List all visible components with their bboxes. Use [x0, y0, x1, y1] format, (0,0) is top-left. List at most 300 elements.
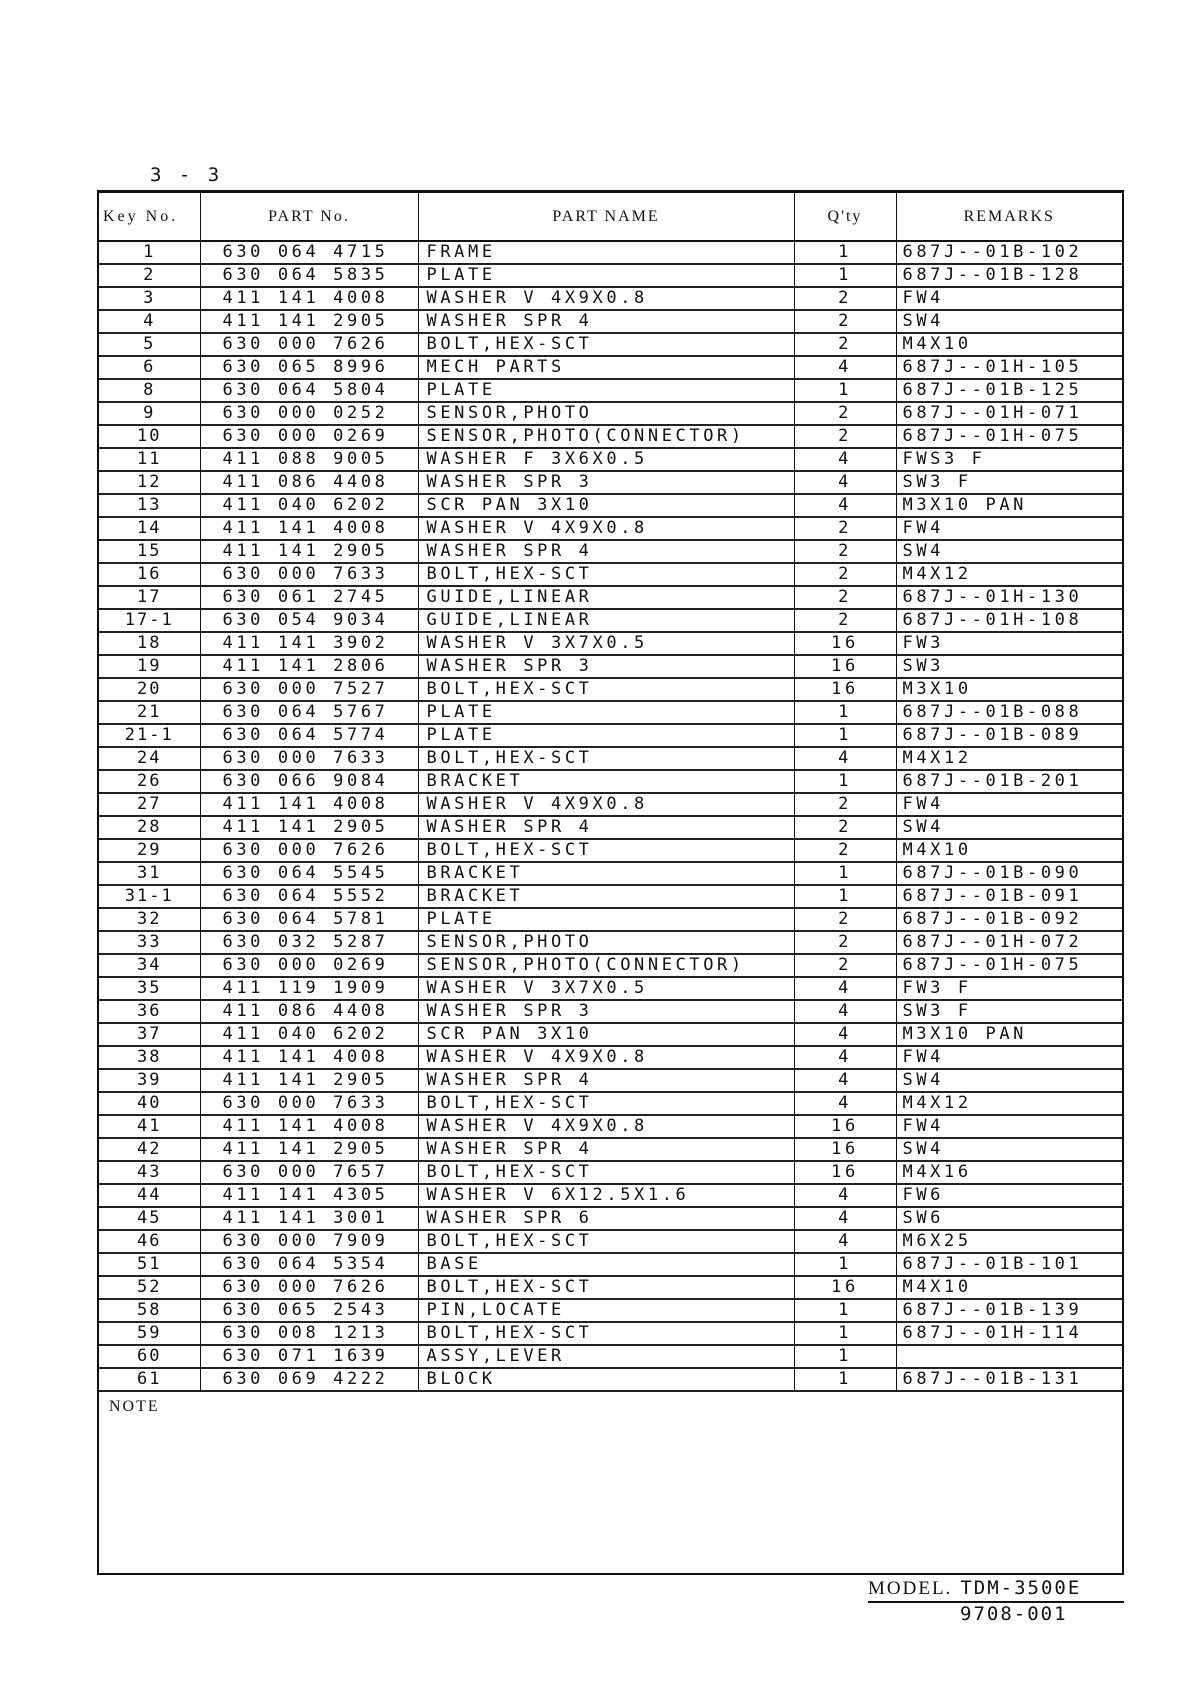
row-key-no: 44 [99, 1184, 200, 1207]
row-key-no: 28 [99, 816, 200, 839]
table-row [99, 839, 1122, 862]
row-qty: 1 [794, 701, 896, 724]
table-row [99, 448, 1122, 471]
row-part-name: WASHER SPR 4 [418, 1138, 794, 1161]
table-row [99, 908, 1122, 931]
row-remarks: 687J--01H-072 [896, 931, 1122, 954]
row-key-no: 38 [99, 1046, 200, 1069]
row-qty: 1 [794, 885, 896, 908]
row-part-no: 630 000 0269 [200, 425, 418, 448]
row-part-no: 411 119 1909 [200, 977, 418, 1000]
row-key-no: 31 [99, 862, 200, 885]
table-row [99, 678, 1122, 701]
table-row [99, 540, 1122, 563]
row-remarks: 687J--01B-089 [896, 724, 1122, 747]
row-key-no: 52 [99, 1276, 200, 1299]
row-part-name: WASHER F 3X6X0.5 [418, 448, 794, 471]
table-row [99, 241, 1122, 264]
row-part-no: 630 064 5767 [200, 701, 418, 724]
row-key-no: 15 [99, 540, 200, 563]
row-key-no: 37 [99, 1023, 200, 1046]
row-part-name: PLATE [418, 264, 794, 287]
table-row [99, 425, 1122, 448]
row-part-no: 411 141 2905 [200, 816, 418, 839]
row-key-no: 13 [99, 494, 200, 517]
row-key-no: 21-1 [99, 724, 200, 747]
row-part-name: WASHER V 4X9X0.8 [418, 1115, 794, 1138]
row-key-no: 1 [99, 241, 200, 264]
row-key-no: 43 [99, 1161, 200, 1184]
row-part-no: 630 000 0252 [200, 402, 418, 425]
row-qty: 4 [794, 356, 896, 379]
row-remarks: 687J--01H-075 [896, 425, 1122, 448]
row-part-name: WASHER V 4X9X0.8 [418, 287, 794, 310]
row-part-name: WASHER SPR 4 [418, 540, 794, 563]
table-row [99, 471, 1122, 494]
row-qty: 4 [794, 1184, 896, 1207]
row-remarks: SW4 [896, 1069, 1122, 1092]
row-part-name: ASSY,LEVER [418, 1345, 794, 1368]
row-part-name: WASHER SPR 4 [418, 816, 794, 839]
row-part-no: 630 066 9084 [200, 770, 418, 793]
row-key-no: 20 [99, 678, 200, 701]
row-part-name: PIN,LOCATE [418, 1299, 794, 1322]
row-qty: 2 [794, 908, 896, 931]
row-qty: 1 [794, 862, 896, 885]
row-qty: 2 [794, 425, 896, 448]
row-remarks: 687J--01B-088 [896, 701, 1122, 724]
row-qty: 2 [794, 839, 896, 862]
row-qty: 2 [794, 402, 896, 425]
row-part-name: WASHER SPR 4 [418, 310, 794, 333]
header-part-name: PART NAME [418, 193, 794, 242]
row-part-name: WASHER V 4X9X0.8 [418, 517, 794, 540]
row-part-name: BOLT,HEX-SCT [418, 1230, 794, 1253]
row-key-no: 10 [99, 425, 200, 448]
table-row [99, 1368, 1122, 1391]
row-remarks: M4X12 [896, 1092, 1122, 1115]
row-part-name: BOLT,HEX-SCT [418, 1276, 794, 1299]
row-part-no: 630 000 7527 [200, 678, 418, 701]
row-qty: 1 [794, 1253, 896, 1276]
table-row [99, 563, 1122, 586]
header-part-no: PART No. [200, 193, 418, 242]
table-row [99, 770, 1122, 793]
row-part-no: 411 141 4305 [200, 1184, 418, 1207]
note-label: NOTE [109, 1398, 160, 1415]
table-row [99, 655, 1122, 678]
row-qty: 4 [794, 1000, 896, 1023]
row-key-no: 12 [99, 471, 200, 494]
row-key-no: 27 [99, 793, 200, 816]
row-part-no: 630 061 2745 [200, 586, 418, 609]
row-key-no: 8 [99, 379, 200, 402]
row-key-no: 9 [99, 402, 200, 425]
row-remarks: M4X10 [896, 839, 1122, 862]
row-part-name: WASHER SPR 3 [418, 655, 794, 678]
row-remarks: 687J--01H-108 [896, 609, 1122, 632]
table-row [99, 724, 1122, 747]
row-remarks: 687J--01H-075 [896, 954, 1122, 977]
header-qty: Q'ty [794, 193, 896, 242]
row-remarks: FW4 [896, 287, 1122, 310]
row-part-name: GUIDE,LINEAR [418, 609, 794, 632]
row-remarks: 687J--01B-139 [896, 1299, 1122, 1322]
row-remarks: M4X12 [896, 747, 1122, 770]
row-key-no: 34 [99, 954, 200, 977]
row-part-no: 630 064 5545 [200, 862, 418, 885]
row-part-no: 411 141 4008 [200, 517, 418, 540]
row-qty: 1 [794, 1322, 896, 1345]
row-part-name: WASHER SPR 4 [418, 1069, 794, 1092]
row-qty: 2 [794, 333, 896, 356]
row-key-no: 17-1 [99, 609, 200, 632]
row-part-name: WASHER SPR 3 [418, 471, 794, 494]
row-key-no: 14 [99, 517, 200, 540]
row-key-no: 42 [99, 1138, 200, 1161]
row-key-no: 29 [99, 839, 200, 862]
row-part-name: BOLT,HEX-SCT [418, 1322, 794, 1345]
row-part-no: 411 141 4008 [200, 287, 418, 310]
row-remarks: SW3 F [896, 1000, 1122, 1023]
row-qty: 4 [794, 448, 896, 471]
row-key-no: 51 [99, 1253, 200, 1276]
row-key-no: 61 [99, 1368, 200, 1391]
row-remarks: FW4 [896, 517, 1122, 540]
row-qty: 4 [794, 1092, 896, 1115]
row-key-no: 41 [99, 1115, 200, 1138]
row-remarks: 687J--01B-091 [896, 885, 1122, 908]
parts-list-sheet [97, 190, 1124, 1575]
row-key-no: 33 [99, 931, 200, 954]
row-part-name: BRACKET [418, 862, 794, 885]
row-key-no: 17 [99, 586, 200, 609]
row-qty: 16 [794, 1276, 896, 1299]
row-part-name: SCR PAN 3X10 [418, 1023, 794, 1046]
table-row [99, 1023, 1122, 1046]
row-remarks: 687J--01H-130 [896, 586, 1122, 609]
header-remarks: REMARKS [896, 193, 1122, 242]
table-row [99, 747, 1122, 770]
row-remarks: 687J--01H-114 [896, 1322, 1122, 1345]
row-part-name: BOLT,HEX-SCT [418, 839, 794, 862]
row-remarks: 687J--01H-105 [896, 356, 1122, 379]
table-row [99, 1161, 1122, 1184]
table-row [99, 1092, 1122, 1115]
row-part-no: 630 069 4222 [200, 1368, 418, 1391]
row-qty: 4 [794, 1023, 896, 1046]
row-key-no: 19 [99, 655, 200, 678]
row-part-no: 630 000 7657 [200, 1161, 418, 1184]
row-remarks: M4X12 [896, 563, 1122, 586]
table-row [99, 333, 1122, 356]
table-row [99, 287, 1122, 310]
row-key-no: 18 [99, 632, 200, 655]
table-row [99, 379, 1122, 402]
row-part-name: BRACKET [418, 770, 794, 793]
row-qty: 1 [794, 1345, 896, 1368]
row-key-no: 46 [99, 1230, 200, 1253]
table-row [99, 356, 1122, 379]
row-qty: 2 [794, 310, 896, 333]
row-key-no: 31-1 [99, 885, 200, 908]
row-part-name: BOLT,HEX-SCT [418, 563, 794, 586]
row-part-name: BOLT,HEX-SCT [418, 1092, 794, 1115]
row-key-no: 6 [99, 356, 200, 379]
row-part-name: SENSOR,PHOTO(CONNECTOR) [418, 425, 794, 448]
row-remarks: SW4 [896, 1138, 1122, 1161]
row-part-no: 411 141 2905 [200, 310, 418, 333]
row-part-no: 630 064 4715 [200, 241, 418, 264]
row-qty: 4 [794, 1046, 896, 1069]
row-part-no: 630 064 5804 [200, 379, 418, 402]
row-part-name: PLATE [418, 908, 794, 931]
row-qty: 2 [794, 540, 896, 563]
row-part-no: 630 064 5835 [200, 264, 418, 287]
row-qty: 1 [794, 241, 896, 264]
row-qty: 16 [794, 655, 896, 678]
table-row [99, 1138, 1122, 1161]
row-part-no: 630 071 1639 [200, 1345, 418, 1368]
row-part-name: SENSOR,PHOTO [418, 402, 794, 425]
row-part-name: WASHER SPR 3 [418, 1000, 794, 1023]
row-qty: 16 [794, 1115, 896, 1138]
row-qty: 4 [794, 494, 896, 517]
row-key-no: 45 [99, 1207, 200, 1230]
row-part-no: 411 086 4408 [200, 471, 418, 494]
row-remarks: SW4 [896, 540, 1122, 563]
row-part-no: 630 054 9034 [200, 609, 418, 632]
table-row [99, 862, 1122, 885]
row-part-no: 411 086 4408 [200, 1000, 418, 1023]
row-qty: 1 [794, 770, 896, 793]
row-part-name: BOLT,HEX-SCT [418, 1161, 794, 1184]
row-part-no: 411 141 4008 [200, 793, 418, 816]
row-remarks: 687J--01B-131 [896, 1368, 1122, 1391]
row-part-no: 630 032 5287 [200, 931, 418, 954]
row-qty: 2 [794, 563, 896, 586]
row-part-name: BOLT,HEX-SCT [418, 333, 794, 356]
row-part-name: SENSOR,PHOTO [418, 931, 794, 954]
table-row [99, 816, 1122, 839]
row-key-no: 36 [99, 1000, 200, 1023]
row-key-no: 60 [99, 1345, 200, 1368]
row-part-no: 411 040 6202 [200, 494, 418, 517]
row-key-no: 3 [99, 287, 200, 310]
table-row [99, 1299, 1122, 1322]
row-part-no: 630 000 7633 [200, 747, 418, 770]
row-qty: 2 [794, 517, 896, 540]
row-qty: 2 [794, 931, 896, 954]
row-part-no: 630 000 7626 [200, 1276, 418, 1299]
row-remarks: 687J--01B-090 [896, 862, 1122, 885]
row-qty: 2 [794, 287, 896, 310]
row-key-no: 40 [99, 1092, 200, 1115]
row-remarks: M4X10 [896, 333, 1122, 356]
table-row [99, 931, 1122, 954]
row-part-no: 411 040 6202 [200, 1023, 418, 1046]
row-part-name: WASHER V 4X9X0.8 [418, 793, 794, 816]
model-line [868, 1577, 1124, 1603]
row-qty: 1 [794, 724, 896, 747]
model-label: MODEL. [868, 1578, 953, 1599]
row-part-name: PLATE [418, 379, 794, 402]
row-qty: 2 [794, 793, 896, 816]
row-remarks: FW4 [896, 1115, 1122, 1138]
row-part-no: 411 141 2905 [200, 1138, 418, 1161]
row-qty: 16 [794, 678, 896, 701]
row-key-no: 16 [99, 563, 200, 586]
row-part-name: WASHER V 4X9X0.8 [418, 1046, 794, 1069]
row-part-name: MECH PARTS [418, 356, 794, 379]
row-remarks: FW3 [896, 632, 1122, 655]
row-remarks: M4X16 [896, 1161, 1122, 1184]
model-value: TDM-3500E [960, 1577, 1082, 1599]
table-row [99, 586, 1122, 609]
row-part-no: 630 064 5774 [200, 724, 418, 747]
parts-table [99, 192, 1122, 1392]
row-part-name: BOLT,HEX-SCT [418, 678, 794, 701]
row-remarks: 687J--01B-102 [896, 241, 1122, 264]
row-qty: 16 [794, 1138, 896, 1161]
row-part-no: 630 000 7626 [200, 839, 418, 862]
row-key-no: 21 [99, 701, 200, 724]
row-remarks [896, 1345, 1122, 1368]
row-qty: 2 [794, 609, 896, 632]
row-part-name: SCR PAN 3X10 [418, 494, 794, 517]
table-row [99, 1115, 1122, 1138]
table-row [99, 402, 1122, 425]
table-row [99, 1069, 1122, 1092]
row-part-no: 630 000 0269 [200, 954, 418, 977]
row-key-no: 58 [99, 1299, 200, 1322]
table-row [99, 1322, 1122, 1345]
row-part-no: 630 000 7633 [200, 1092, 418, 1115]
row-part-name: BRACKET [418, 885, 794, 908]
table-row [99, 793, 1122, 816]
table-row [99, 1345, 1122, 1368]
row-part-no: 630 064 5552 [200, 885, 418, 908]
row-remarks: 687J--01B-092 [896, 908, 1122, 931]
row-part-name: PLATE [418, 724, 794, 747]
table-row [99, 609, 1122, 632]
row-qty: 1 [794, 379, 896, 402]
row-remarks: FW4 [896, 793, 1122, 816]
table-row [99, 977, 1122, 1000]
row-part-name: WASHER V 6X12.5X1.6 [418, 1184, 794, 1207]
row-remarks: M4X10 [896, 1276, 1122, 1299]
row-key-no: 32 [99, 908, 200, 931]
row-key-no: 35 [99, 977, 200, 1000]
row-part-name: BASE [418, 1253, 794, 1276]
row-part-name: WASHER V 3X7X0.5 [418, 977, 794, 1000]
row-remarks: 687J--01B-101 [896, 1253, 1122, 1276]
row-qty: 4 [794, 747, 896, 770]
table-row [99, 1046, 1122, 1069]
row-remarks: FW6 [896, 1184, 1122, 1207]
table-row [99, 1184, 1122, 1207]
row-qty: 2 [794, 816, 896, 839]
row-remarks: M3X10 [896, 678, 1122, 701]
row-part-no: 411 141 2905 [200, 1069, 418, 1092]
row-part-name: FRAME [418, 241, 794, 264]
row-part-name: PLATE [418, 701, 794, 724]
row-key-no: 11 [99, 448, 200, 471]
row-qty: 2 [794, 586, 896, 609]
row-part-no: 411 141 3902 [200, 632, 418, 655]
row-qty: 4 [794, 1069, 896, 1092]
row-part-no: 411 141 4008 [200, 1115, 418, 1138]
row-key-no: 26 [99, 770, 200, 793]
row-qty: 4 [794, 977, 896, 1000]
row-remarks: 687J--01B-125 [896, 379, 1122, 402]
row-part-name: GUIDE,LINEAR [418, 586, 794, 609]
row-remarks: FWS3 F [896, 448, 1122, 471]
row-qty: 16 [794, 632, 896, 655]
row-part-name: WASHER SPR 6 [418, 1207, 794, 1230]
row-remarks: 687J--01H-071 [896, 402, 1122, 425]
row-part-no: 411 141 4008 [200, 1046, 418, 1069]
row-key-no: 39 [99, 1069, 200, 1092]
row-remarks: FW4 [896, 1046, 1122, 1069]
table-row [99, 1253, 1122, 1276]
row-part-no: 630 065 8996 [200, 356, 418, 379]
row-part-no: 630 000 7909 [200, 1230, 418, 1253]
table-row [99, 1000, 1122, 1023]
row-part-name: BLOCK [418, 1368, 794, 1391]
row-part-no: 411 141 3001 [200, 1207, 418, 1230]
row-part-name: WASHER V 3X7X0.5 [418, 632, 794, 655]
row-remarks: M3X10 PAN [896, 1023, 1122, 1046]
row-key-no: 4 [99, 310, 200, 333]
row-part-no: 630 000 7633 [200, 563, 418, 586]
row-part-no: 630 000 7626 [200, 333, 418, 356]
document-code: 9708-001 [960, 1603, 1068, 1625]
table-header-row [99, 193, 1122, 242]
row-part-no: 630 065 2543 [200, 1299, 418, 1322]
row-part-no: 630 008 1213 [200, 1322, 418, 1345]
row-part-no: 630 064 5781 [200, 908, 418, 931]
row-qty: 16 [794, 1161, 896, 1184]
table-row [99, 310, 1122, 333]
table-row [99, 632, 1122, 655]
row-part-no: 411 088 9005 [200, 448, 418, 471]
row-qty: 4 [794, 1230, 896, 1253]
row-remarks: SW3 F [896, 471, 1122, 494]
row-remarks: M3X10 PAN [896, 494, 1122, 517]
table-row [99, 954, 1122, 977]
table-row [99, 494, 1122, 517]
table-row [99, 1276, 1122, 1299]
row-key-no: 2 [99, 264, 200, 287]
table-row [99, 701, 1122, 724]
row-qty: 4 [794, 471, 896, 494]
row-remarks: FW3 F [896, 977, 1122, 1000]
row-part-name: SENSOR,PHOTO(CONNECTOR) [418, 954, 794, 977]
table-row [99, 264, 1122, 287]
row-part-no: 411 141 2905 [200, 540, 418, 563]
row-remarks: SW4 [896, 816, 1122, 839]
row-key-no: 24 [99, 747, 200, 770]
row-qty: 4 [794, 1207, 896, 1230]
row-remarks: 687J--01B-128 [896, 264, 1122, 287]
row-key-no: 5 [99, 333, 200, 356]
page-number-label: 3 - 3 [150, 164, 223, 186]
row-part-no: 411 141 2806 [200, 655, 418, 678]
row-qty: 1 [794, 1368, 896, 1391]
row-part-no: 630 064 5354 [200, 1253, 418, 1276]
row-qty: 2 [794, 954, 896, 977]
